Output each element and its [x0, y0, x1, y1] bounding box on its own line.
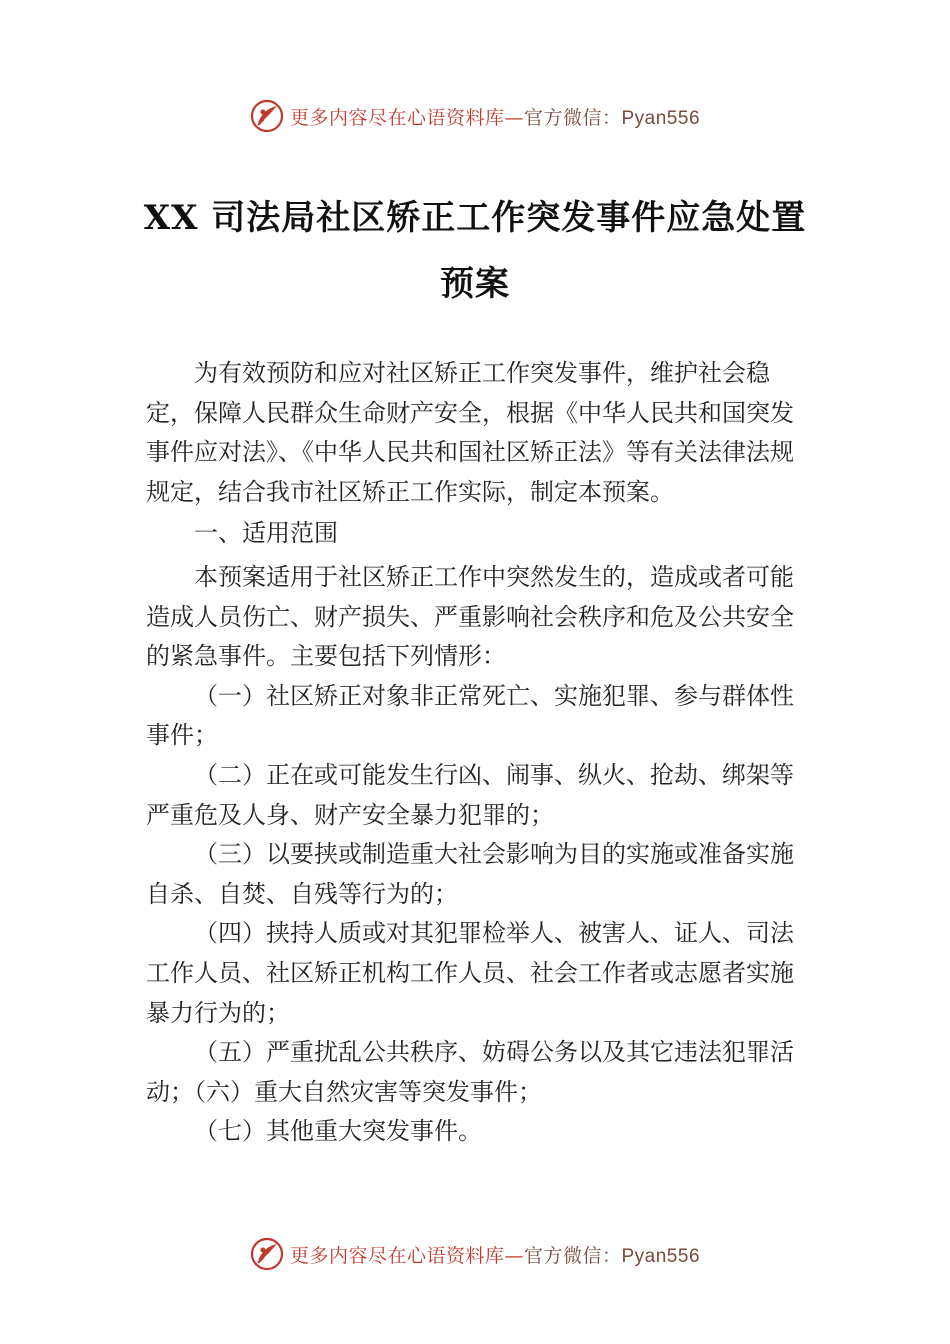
banner-slogan: 更多内容尽在心语资料库 — [289, 1244, 505, 1267]
banner-wechat-label: 官方微信： — [523, 106, 622, 129]
list-item: （三）以要挟或制造重大社会影响为目的实施或准备实施自杀、自焚、自残等行为的； — [146, 840, 794, 908]
banner-separator: — — [504, 1244, 524, 1267]
banner-wechat-id: Pyan556 — [621, 107, 701, 129]
document-title-line1: XX 司法局社区矫正工作突发事件应急处置 — [143, 198, 807, 238]
list-item: （二）正在或可能发生行凶、闹事、纵火、抢劫、绑架等严重危及人身、财产安全暴力犯罪的； — [146, 760, 794, 829]
section-paragraph: 本预案适用于社区矫正工作中突然发生的，造成或者可能造成人员伤亡、财产损失、严重影响社会秩序和危及公共安全的紧急事件。主要包括下列情形： — [146, 562, 794, 671]
intro-paragraph: 为有效预防和应对社区矫正工作突发事件，维护社会稳定，保障人民群众生命财产安全，根据《中华人民共和国突发事件应对法》、《中华人民共和国社区矫正法》等有关法律法规规定，结合我市社区矫正工作实际，制定本预案。 — [146, 359, 794, 506]
header-banner — [0, 96, 950, 136]
list-item: （七）其他重大突发事件。 — [194, 1117, 482, 1146]
list-item: （一）社区矫正对象非正常死亡、实施犯罪、参与群体性事件； — [146, 681, 794, 750]
quill-logo-icon — [250, 99, 284, 133]
banner-wechat-label: 官方微信： — [523, 1244, 622, 1267]
quill-logo-icon — [250, 1237, 284, 1271]
banner-separator: — — [504, 106, 524, 129]
list-item: （五）严重扰乱公共秩序、妨碍公务以及其它违法犯罪活动；（六）重大自然灾害等突发事件； — [146, 1038, 794, 1106]
footer-banner — [0, 1234, 950, 1274]
document-body — [146, 354, 810, 1152]
banner-wechat-id: Pyan556 — [621, 1245, 701, 1267]
document-title-line2: 预案 — [440, 264, 510, 304]
banner-slogan: 更多内容尽在心语资料库 — [289, 106, 505, 129]
list-item: （四）挟持人质或对其犯罪检举人、被害人、证人、司法工作人员、社区矫正机构工作人员、社会工作者或志愿者实施暴力行为的； — [146, 919, 794, 1027]
section-heading: 一、适用范围 — [194, 519, 338, 548]
